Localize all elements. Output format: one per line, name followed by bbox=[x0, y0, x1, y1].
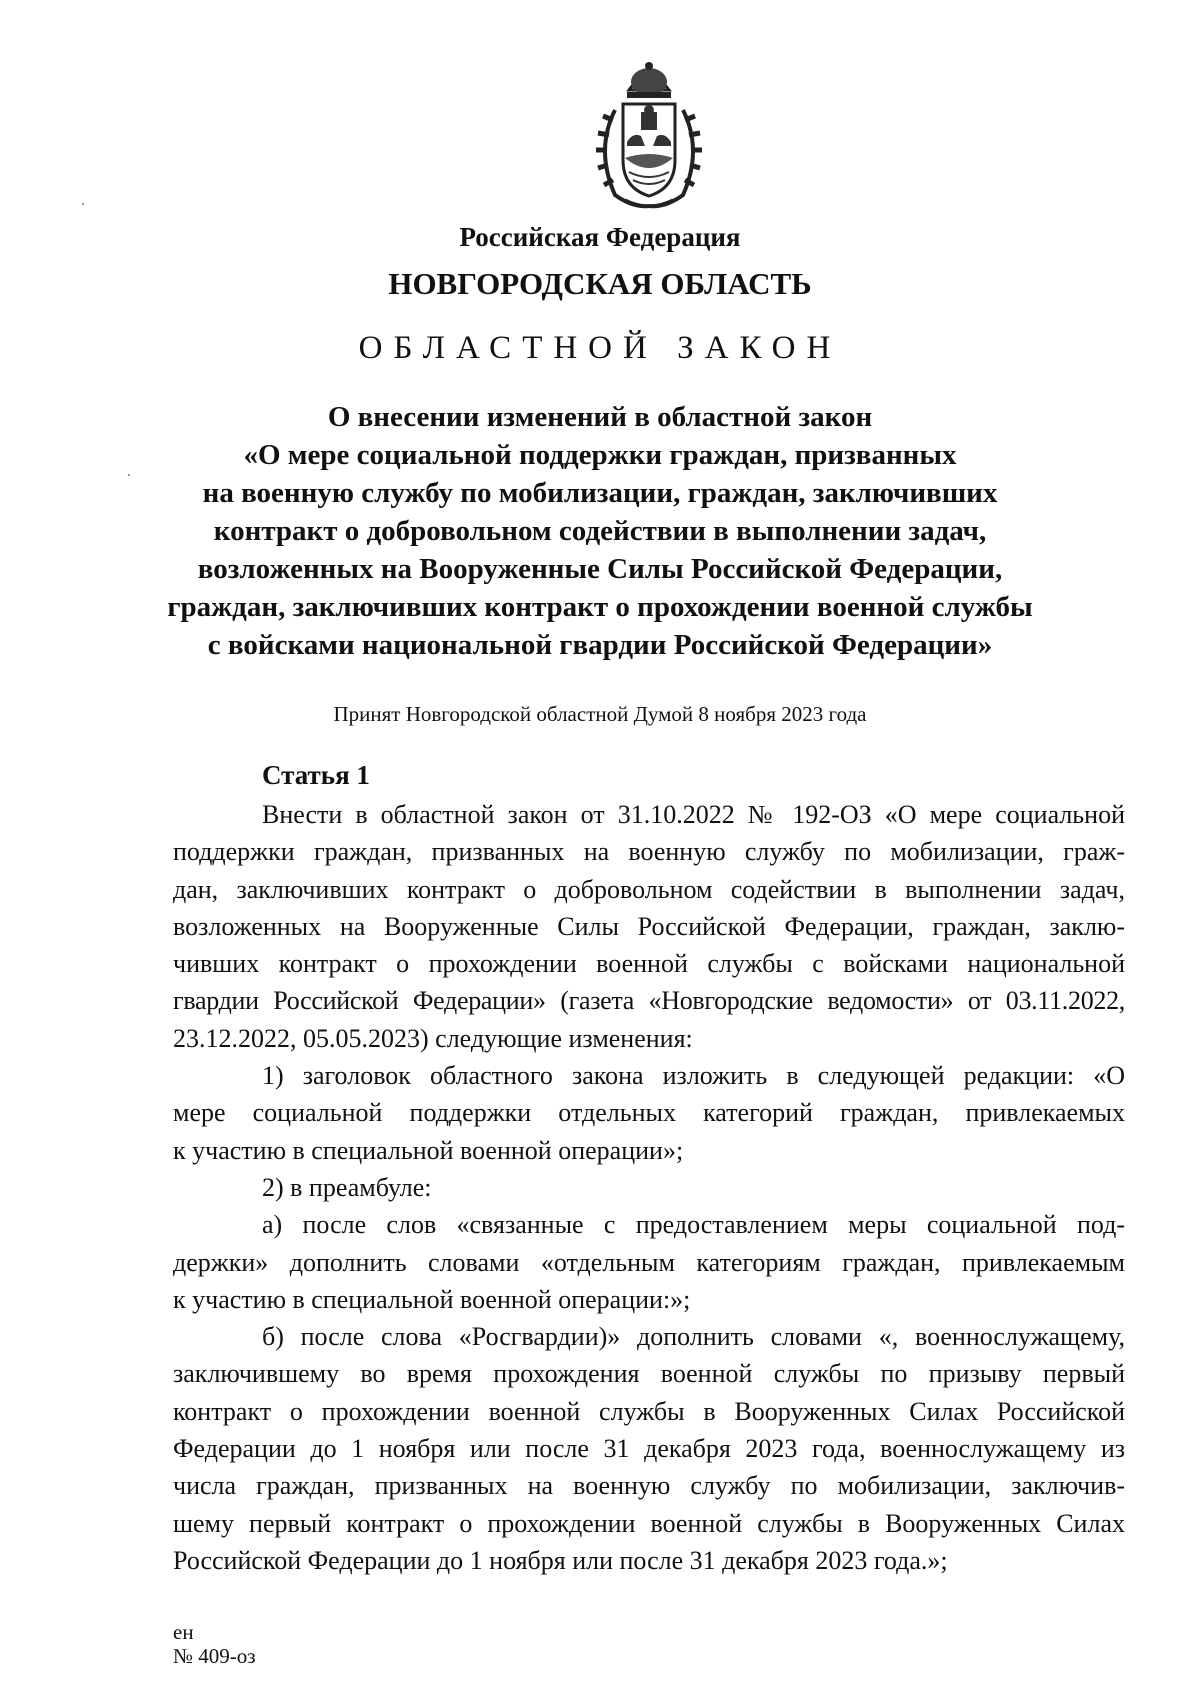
body-line: дан, заключивших контракт о добровольном содействии в выполнении задач, bbox=[173, 874, 1125, 904]
title-line: «О мере социальной поддержки граждан, призванных bbox=[243, 439, 957, 471]
body-line: гвардии Российской Федерации» (газета «Новгородские ведомости» от 03.11.2022, bbox=[173, 986, 1125, 1016]
body-line: держки» дополнить словами «отдельным категориям граждан, привлекаемым bbox=[173, 1247, 1125, 1277]
country-name: Российская Федерация bbox=[459, 222, 741, 252]
body-line: шему первый контракт о прохождении военной службы в Вооруженных Силах bbox=[173, 1508, 1125, 1538]
body-line: числа граждан, призванных на военную службу по мобилизации, заключив- bbox=[173, 1471, 1125, 1501]
body-line: б) после слова «Росгвардии)» дополнить словами «, военнослужащему, bbox=[262, 1322, 1125, 1352]
registration-footer bbox=[173, 1620, 256, 1668]
region-name: НОВГОРОДСКАЯ ОБЛАСТЬ bbox=[388, 266, 812, 301]
title-line: с войсками национальной гвардии Российской Федерации» bbox=[207, 629, 993, 661]
body-line: Внести в областной закон от 31.10.2022 № 192-ОЗ «О мере социальной bbox=[262, 800, 1125, 829]
body-line: 23.12.2022, 05.05.2023) следующие изменения: bbox=[173, 1023, 693, 1053]
article-heading: Статья 1 bbox=[262, 760, 370, 790]
body-line: мере социальной поддержки отдельных категорий граждан, привлекаемых bbox=[173, 1098, 1125, 1128]
body-line: чивших контракт о прохождении военной службы с войсками национальной bbox=[173, 949, 1125, 979]
body-line: поддержки граждан, призванных на военную службу по мобилизации, граж- bbox=[173, 837, 1125, 867]
body-line: 2) в преамбуле: bbox=[262, 1172, 432, 1202]
scan-speck bbox=[82, 203, 84, 205]
adoption-note: Принят Новгородской областной Думой 8 ноября 2023 года bbox=[333, 702, 867, 726]
coat-of-arms-icon bbox=[585, 60, 713, 210]
title-line: возложенных на Вооруженные Силы Российской Федерации, bbox=[197, 553, 1003, 585]
body-line: 1) заголовок областного закона изложить в следующей редакции: «О bbox=[262, 1061, 1125, 1091]
title-line: О внесении изменений в областной закон bbox=[327, 401, 873, 433]
body-line: заключившему во время прохождения военной службы по призыву первый bbox=[173, 1359, 1125, 1389]
title-line: контракт о добровольном содействии в выполнении задач, bbox=[213, 515, 987, 547]
body-line: Российской Федерации до 1 ноября или после 31 декабря 2023 года.»; bbox=[173, 1545, 948, 1575]
body-line: к участию в специальной военной операции:»; bbox=[173, 1284, 691, 1314]
footer-initials: ен bbox=[173, 1620, 194, 1644]
body-line: контракт о прохождении военной службы в Вооруженных Силах Российской bbox=[173, 1396, 1125, 1426]
article-body bbox=[173, 796, 1125, 1579]
title-line: граждан, заключивших контракт о прохождении военной службы bbox=[167, 591, 1033, 623]
body-line: возложенных на Вооруженные Силы Российской Федерации, граждан, заклю- bbox=[173, 911, 1125, 941]
footer-number: № 409-оз bbox=[173, 1644, 256, 1668]
body-line: к участию в специальной военной операции»; bbox=[173, 1135, 684, 1165]
body-line: Федерации до 1 ноября или после 31 декабря 2023 года, военнослужащему из bbox=[173, 1434, 1125, 1464]
title-line: на военную службу по мобилизации, граждан, заключивших bbox=[202, 477, 998, 509]
scan-speck bbox=[128, 474, 130, 476]
body-line: а) после слов «связанные с предоставлением меры социальной под- bbox=[262, 1210, 1125, 1240]
law-title bbox=[0, 398, 1200, 664]
document-type: ОБЛАСТНОЙ ЗАКОН bbox=[358, 330, 842, 366]
